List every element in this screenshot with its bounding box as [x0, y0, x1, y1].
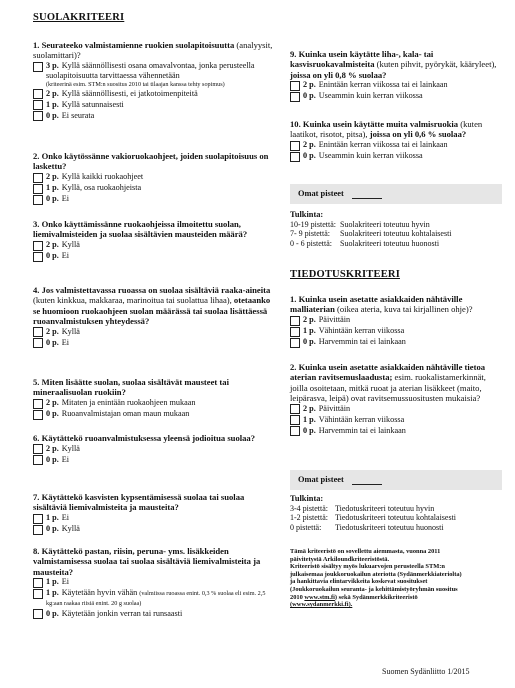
- points-label: 1 p.: [303, 414, 316, 424]
- question-text: 3. Onko käyttämissänne ruokaohjeissa ilmoitettu suolan, liemivalmisteiden ja suolaa sisältävien mausteiden määrä?: [33, 219, 248, 240]
- answer-option[interactable]: [33, 409, 275, 420]
- answer-option[interactable]: [33, 100, 275, 111]
- points-label: 2 p.: [46, 88, 59, 98]
- answer-option[interactable]: [33, 183, 275, 194]
- option-text: Päivittäin: [318, 403, 351, 413]
- question-text: 1. Seurateeko valmistamienne ruokien suolapitoisuutta: [33, 40, 235, 50]
- answer-option[interactable]: [33, 524, 275, 535]
- option-text: Kyllä satunnaisesti: [61, 99, 124, 109]
- answer-option[interactable]: [33, 609, 275, 620]
- question-text: 8. Käytättekö pastan, riisin, peruna- yms. lisäkkeiden valmistamisessa suolaa tai suolaa sisältäviä liemivalmisteita ja mausteita?: [33, 546, 261, 577]
- option-text: Ei: [61, 577, 70, 587]
- answer-option[interactable]: [290, 326, 505, 337]
- question-text-normal: (kuten laatikot, risotot, pitsa),: [290, 119, 483, 140]
- checkbox[interactable]: [290, 426, 300, 436]
- stm-link[interactable]: www.stm.fi: [304, 593, 335, 601]
- info-question-2: [290, 362, 505, 436]
- points-label: 2 p.: [46, 443, 59, 453]
- answer-option[interactable]: [33, 455, 275, 466]
- answer-option[interactable]: [33, 240, 275, 251]
- interpretation-heading: Tulkinta:: [290, 494, 324, 503]
- interpretation-text: Suolakriteeri toteutuu huonosti: [340, 238, 440, 248]
- checkbox[interactable]: [33, 111, 43, 121]
- checkbox[interactable]: [33, 444, 43, 454]
- question-5: [33, 377, 275, 420]
- answer-option[interactable]: [33, 251, 275, 262]
- option-text: Vähintään kerran viikossa: [318, 414, 405, 424]
- option-text: Ei: [61, 251, 70, 261]
- question-text: 2. Onko käytössänne vakioruokaohjeet, joiden suolapitoisuus on laskettu?: [33, 151, 269, 172]
- checkbox[interactable]: [33, 62, 43, 72]
- option-text: Enintään kerran viikossa tai ei lainkaan: [318, 140, 448, 150]
- answer-option[interactable]: [290, 140, 505, 151]
- interpretation-row: [290, 239, 505, 249]
- option-text: Kyllä: [61, 443, 80, 453]
- question-text-2: otetaanko se huomioon ruokaohjeen suolan määrässä tai suolaa lisättäessä ruoanvalmistuksen yhteydessä?: [33, 295, 271, 326]
- checkbox[interactable]: [290, 152, 300, 162]
- answer-option[interactable]: [33, 61, 275, 88]
- checkbox[interactable]: [33, 514, 43, 524]
- answer-option[interactable]: [33, 111, 275, 122]
- answer-option[interactable]: [290, 415, 505, 426]
- question-text: 5. Miten lisäätte suolan, suolaa sisältävät mausteet tai mineraalisuolan ruokiin?: [33, 377, 229, 398]
- option-text: Kyllä säännöllisesti, ei jatkotoimenpiteitä: [61, 88, 198, 98]
- footnote: [290, 548, 505, 609]
- answer-option[interactable]: [33, 588, 275, 608]
- interpretation-heading: Tulkinta:: [290, 210, 324, 219]
- answer-option[interactable]: [290, 91, 505, 102]
- score-title: Omat pisteet: [298, 475, 344, 484]
- score-title: Omat pisteet: [298, 189, 344, 198]
- interpretation-info: [290, 494, 505, 532]
- checkbox[interactable]: [290, 141, 300, 151]
- interpretation-text: Suolakriteeri toteutuu hyvin: [340, 219, 430, 229]
- option-note: (valmiissa ruoassa enint. 0,3 % suolaa eli esim. 2,5 kg:aan raakaa riisiä enint. 20 g suolaa): [46, 590, 266, 608]
- points-label: 3 p.: [46, 61, 59, 71]
- checkbox[interactable]: [33, 89, 43, 99]
- checkbox[interactable]: [290, 415, 300, 425]
- points-label: 2 p.: [46, 398, 59, 408]
- question-text: 4. Jos valmistettavassa ruoassa on suolaa sisältäviä raaka-aineita: [33, 285, 271, 295]
- answer-option[interactable]: [290, 151, 505, 162]
- checkbox[interactable]: [290, 327, 300, 337]
- checkbox[interactable]: [33, 100, 43, 110]
- answer-option[interactable]: [290, 80, 505, 91]
- footnote-line: 2010: [290, 593, 305, 601]
- question-6: [33, 433, 275, 465]
- option-text: Kyllä: [61, 240, 80, 250]
- option-text: Useammin kuin kerran viikossa: [318, 91, 423, 101]
- question-text: 6. Käytättekö ruoanvalmistuksessa yleensä jodioitua suolaa?: [33, 433, 256, 443]
- question-text-normal: (kuten kinkkua, makkaraa, marinoitua tai suolattua lihaa),: [33, 295, 232, 306]
- points-label: 2 p.: [303, 315, 316, 325]
- option-text: Enintään kerran viikossa tai ei lainkaan: [318, 80, 448, 90]
- answer-option[interactable]: [33, 327, 275, 338]
- footnote-line: päivitetystä Arkiloundkriteeristöstä.: [290, 555, 390, 563]
- checkbox[interactable]: [290, 92, 300, 102]
- interpretation-range: 7- 9 pistettä:: [290, 229, 330, 239]
- interpretation-range: 0 pistettä:: [290, 522, 322, 532]
- option-text: Käytetään hyvin vähän: [61, 588, 138, 598]
- footnote-line: ) sekä Sydänmerkkikriteeristö: [334, 593, 418, 601]
- interpretation-range: 10-19 pistettä:: [290, 219, 336, 229]
- points-label: 1 p.: [46, 577, 59, 587]
- interpretation-range: 0 - 6 pistettä:: [290, 238, 332, 248]
- points-label: 0 p.: [303, 337, 316, 347]
- option-text: Käytetään jonkin verran tai runsaasti: [61, 608, 183, 618]
- option-text: Ei: [61, 194, 70, 204]
- checkbox[interactable]: [290, 81, 300, 91]
- question-text: 7. Käytättekö kasvisten kypsentämisessä suolaa tai suolaa sisältäviä liemivalmisteita ja mausteita?: [33, 492, 245, 513]
- interpretation-row: [290, 504, 505, 514]
- points-label: 0 p.: [303, 91, 316, 101]
- interpretation-salt: [290, 210, 505, 248]
- score-box-info: [290, 470, 502, 490]
- question-10: [290, 119, 505, 162]
- interpretation-row: [290, 229, 505, 239]
- option-text: Useammin kuin kerran viikossa: [318, 151, 423, 161]
- option-text: Päivittäin: [318, 315, 351, 325]
- points-label: 2 p.: [46, 326, 59, 336]
- points-label: 2 p.: [46, 240, 59, 250]
- question-7: [33, 492, 275, 535]
- footnote-line: julkaisemaa joukkoruokailun ateriotta (Sydänmerkkiateriolta): [290, 570, 462, 578]
- checkbox[interactable]: [33, 589, 43, 599]
- answer-option[interactable]: [33, 194, 275, 205]
- question-text: 2. Kuinka usein asetatte asiakkaiden nähtäville tietoa aterian ravitsemuslaadusta;: [290, 362, 486, 383]
- question-3: [33, 219, 275, 262]
- points-label: 0 p.: [46, 524, 59, 534]
- publisher-signature: Suomen Sydänliitto 1/2015: [382, 667, 470, 676]
- checkbox[interactable]: [33, 184, 43, 194]
- points-label: 0 p.: [46, 194, 59, 204]
- question-text-2: joissa on yli 0,8 % suolaa?: [290, 69, 387, 80]
- answer-option[interactable]: [290, 404, 505, 415]
- interpretation-range: 1-2 pistettä:: [290, 513, 328, 523]
- interpretation-text: Tiedotuskriteeri toteutuu kohtalaisesti: [335, 513, 457, 523]
- question-4: [33, 285, 275, 348]
- answer-option[interactable]: [290, 315, 505, 326]
- checkbox[interactable]: [33, 338, 43, 348]
- interpretation-row: [290, 513, 505, 523]
- interpretation-text: Tiedotuskriteeri toteutuu hyvin: [335, 503, 435, 513]
- answer-option[interactable]: [33, 444, 275, 455]
- checkbox[interactable]: [33, 195, 43, 205]
- question-text-normal: esim. ruokalistamerkinnät, joilla osoitetaan, mitkä ruoat ja aterian lisäkkeet (maito, leipärasva, leipä) ovat ravitsemussuositusten mukaisia?: [290, 372, 486, 403]
- answer-option[interactable]: [33, 577, 275, 588]
- checkbox[interactable]: [33, 173, 43, 183]
- points-label: 0 p.: [303, 151, 316, 161]
- option-text: Ei: [61, 337, 70, 347]
- checkbox[interactable]: [33, 252, 43, 262]
- option-text: Kyllä kaikki ruokaohjeet: [61, 172, 144, 182]
- question-text-normal: (oikea ateria, kuva tai kirjallinen ohje)?: [334, 304, 473, 315]
- points-label: 2 p.: [303, 80, 316, 90]
- checkbox[interactable]: [33, 410, 43, 420]
- question-8: [33, 546, 275, 619]
- option-text: Ruoanvalmistajan oman maun mukaan: [61, 409, 190, 419]
- section-title-tiedotuskriteeri: TIEDOTUSKRITEERI: [290, 269, 400, 280]
- footnote-line: (Joukkoruokailun seuranta- ja kehittämistyöryhmän suositus: [290, 585, 458, 593]
- points-label: 0 p.: [46, 337, 59, 347]
- question-text-2: joissa on yli 0,6 % suolaa?: [367, 129, 467, 140]
- points-label: 1 p.: [46, 588, 59, 598]
- answer-option[interactable]: [33, 398, 275, 409]
- checkbox[interactable]: [33, 455, 43, 465]
- points-label: 1 p.: [303, 326, 316, 336]
- checkbox[interactable]: [290, 338, 300, 348]
- points-label: 0 p.: [303, 425, 316, 435]
- info-question-1: [290, 294, 505, 348]
- question-text: 10. Kuinka usein käytätte muita valmisruokia: [290, 119, 459, 129]
- option-text: Kyllä: [61, 524, 80, 534]
- interpretation-range: 3-4 pistettä:: [290, 503, 328, 513]
- section-title-suolakriteeri: SUOLAKRITEERI: [33, 12, 125, 23]
- option-text: Ei: [61, 454, 70, 464]
- answer-option[interactable]: [33, 338, 275, 349]
- option-text: Ei seurata: [61, 110, 95, 120]
- answer-option[interactable]: [290, 337, 505, 348]
- checkbox[interactable]: [33, 578, 43, 588]
- checkbox[interactable]: [290, 316, 300, 326]
- footnote-line: ja hankittavia elintarvikkeita koskevat suositukset: [290, 578, 428, 586]
- interpretation-row: [290, 220, 505, 230]
- points-label: 0 p.: [46, 409, 59, 419]
- score-blank-line[interactable]: [352, 484, 382, 485]
- points-label: 0 p.: [46, 608, 59, 618]
- answer-option[interactable]: [290, 426, 505, 437]
- interpretation-row: [290, 523, 505, 533]
- checkbox[interactable]: [33, 525, 43, 535]
- answer-option[interactable]: [33, 513, 275, 524]
- option-text: Ei: [61, 513, 70, 523]
- checkbox[interactable]: [33, 399, 43, 409]
- option-text: Kyllä: [61, 326, 80, 336]
- answer-option[interactable]: [33, 89, 275, 100]
- score-box-salt: [290, 184, 502, 204]
- interpretation-text: Tiedotuskriteeri toteutuu huonosti: [335, 522, 444, 532]
- question-text-normal: (analyysit, suolamittari)?: [33, 40, 273, 61]
- sydanmerkki-link[interactable]: (www.sydanmerkki.fi).: [290, 601, 353, 609]
- question-9: [290, 49, 505, 102]
- option-text: Kyllä, osa ruokaohjeista: [61, 183, 142, 193]
- question-text-normal: (kuten pihvit, pyörykät, kääryleet),: [374, 59, 497, 70]
- checkbox[interactable]: [33, 241, 43, 251]
- option-text: Harvemmin tai ei lainkaan: [318, 337, 406, 347]
- points-label: 0 p.: [46, 110, 59, 120]
- checkbox[interactable]: [33, 609, 43, 619]
- footnote-line: Tämä kriteeristö on sovellettu aiemmasta, vuonna 2011: [290, 548, 441, 555]
- question-1: [33, 40, 275, 121]
- points-label: 2 p.: [303, 140, 316, 150]
- option-text: Harvemmin tai ei lainkaan: [318, 425, 406, 435]
- option-text: Mitaten ja enintään ruokaohjeen mukaan: [61, 398, 196, 408]
- points-label: 1 p.: [46, 513, 59, 523]
- checkbox[interactable]: [290, 404, 300, 414]
- question-text: 9. Kuinka usein käytätte liha-, kala- tai kasvisruokavalmisteita: [290, 49, 434, 70]
- checkbox[interactable]: [33, 327, 43, 337]
- option-note: (kriteerinä esim. STM:n suositus 2010 tai tilaajan kanssa tehty sopimus): [46, 81, 225, 89]
- answer-option[interactable]: [33, 172, 275, 183]
- option-text: Vähintään kerran viikossa: [318, 326, 405, 336]
- points-label: 1 p.: [46, 183, 59, 193]
- points-label: 2 p.: [303, 403, 316, 413]
- points-label: 1 p.: [46, 99, 59, 109]
- option-text: Kyllä säännöllisesti osana omavalvontaa, jonka perusteella suolapitoisuutta tarvittaessa vähennetään: [46, 61, 255, 81]
- score-blank-line[interactable]: [352, 198, 382, 199]
- interpretation-text: Suolakriteeri toteutuu kohtalaisesti: [340, 229, 452, 239]
- points-label: 2 p.: [46, 172, 59, 182]
- question-text: 1. Kuinka usein asetatte asiakkaiden nähtäville malliaterian: [290, 294, 463, 315]
- question-2: [33, 151, 275, 205]
- footnote-line: Kriteeristö sisältyy myös lukuarvojen perusteella STM:n: [290, 563, 445, 571]
- points-label: 0 p.: [46, 454, 59, 464]
- points-label: 0 p.: [46, 251, 59, 261]
